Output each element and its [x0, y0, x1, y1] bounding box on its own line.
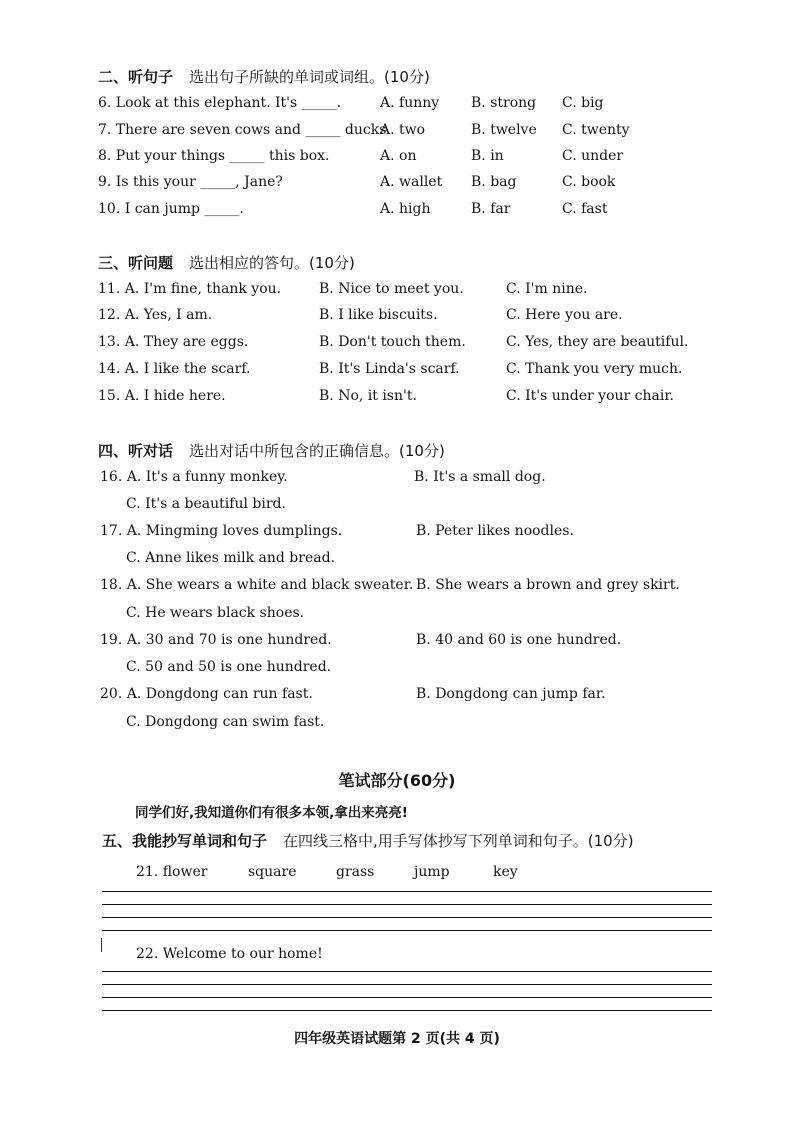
option-b: B. Dongdong can jump far.: [416, 686, 606, 702]
section-instruction: 在四线三格中,用手写体抄写下列单词和句子。(10分): [283, 832, 634, 850]
grid-line: [102, 984, 712, 985]
option-b: B. It's Linda's scarf.: [319, 361, 460, 377]
option-a: 12. A. Yes, I am.: [98, 307, 213, 323]
option-b: B. I like biscuits.: [319, 307, 438, 323]
copy-word: 21. flower: [136, 864, 208, 880]
section-instruction: 选出对话中所包含的正确信息。(10分): [189, 442, 445, 460]
grid-line: [102, 1010, 712, 1011]
question-text: 10. I can jump _____.: [98, 201, 244, 217]
section-title: 二、听句子: [98, 68, 174, 86]
option-a: 16. A. It's a funny monkey.: [100, 469, 288, 485]
grid-line: [102, 971, 712, 972]
page-footer: 四年级英语试题第 2 页(共 4 页): [294, 1031, 500, 1047]
option-c: C. fast: [562, 201, 608, 217]
question-text: 7. There are seven cows and _____ ducks.: [98, 122, 391, 138]
copy-sentence: 22. Welcome to our home!: [136, 946, 323, 962]
section-title: 四、听对话: [98, 442, 174, 460]
option-a: 19. A. 30 and 70 is one hundred.: [100, 632, 332, 648]
section-instruction: 选出相应的答句。(10分): [189, 254, 355, 272]
option-a: A. on: [380, 148, 417, 164]
option-c: C. book: [562, 174, 616, 190]
section-3-heading: [98, 252, 355, 273]
option-a: 13. A. They are eggs.: [98, 334, 249, 350]
option-a: 11. A. I'm fine, thank you.: [98, 281, 282, 297]
option-a: 15. A. I hide here.: [98, 388, 226, 404]
option-c: C. Dongdong can swim fast.: [126, 714, 325, 730]
copy-word: grass: [336, 864, 375, 880]
copy-word: jump: [414, 864, 450, 880]
question-text: 9. Is this your _____, Jane?: [98, 174, 283, 190]
option-c: C. under: [562, 148, 624, 164]
section-instruction: 选出句子所缺的单词或词组。(10分): [189, 68, 430, 86]
option-a: 20. A. Dongdong can run fast.: [100, 686, 313, 702]
option-b: B. in: [471, 148, 504, 164]
section-4-heading: [98, 440, 445, 461]
option-a: 18. A. She wears a white and black sweater.: [100, 577, 414, 593]
option-a: A. high: [380, 201, 431, 217]
section-title: 三、听问题: [98, 254, 174, 272]
grid-line: [102, 904, 712, 905]
option-a: 14. A. I like the scarf.: [98, 361, 251, 377]
option-a: A. two: [380, 122, 426, 138]
option-b: B. bag: [471, 174, 517, 190]
copy-word: square: [248, 864, 297, 880]
option-b: B. twelve: [471, 122, 537, 138]
encouragement-text: 同学们好,我知道你们有很多本领,拿出来亮亮!: [135, 805, 408, 821]
option-b: B. strong: [471, 95, 537, 111]
grid-line: [102, 997, 712, 998]
option-c: C. Thank you very much.: [506, 361, 683, 377]
option-a: A. funny: [380, 95, 440, 111]
option-b: B. Nice to meet you.: [319, 281, 464, 297]
option-b: B. far: [471, 201, 511, 217]
option-c: C. It's a beautiful bird.: [126, 496, 286, 512]
option-c: C. twenty: [562, 122, 630, 138]
option-b: B. It's a small dog.: [414, 469, 546, 485]
option-c: C. It's under your chair.: [506, 388, 674, 404]
section-title: 五、我能抄写单词和句子: [102, 832, 268, 850]
option-b: B. Don't touch them.: [319, 334, 466, 350]
question-text: 6. Look at this elephant. It's _____.: [98, 95, 342, 111]
option-b: B. 40 and 60 is one hundred.: [416, 632, 622, 648]
option-c: C. big: [562, 95, 604, 111]
option-c: C. 50 and 50 is one hundred.: [126, 659, 332, 675]
section-2-heading: [98, 66, 430, 87]
option-a: 17. A. Mingming loves dumplings.: [100, 523, 343, 539]
section-5-heading: [102, 830, 634, 851]
option-b: B. Peter likes noodles.: [416, 523, 574, 539]
option-c: C. Here you are.: [506, 307, 623, 323]
option-c: C. Anne likes milk and bread.: [126, 550, 335, 566]
question-text: 8. Put your things _____ this box.: [98, 148, 330, 164]
grid-line: [102, 930, 712, 931]
option-c: C. I'm nine.: [506, 281, 588, 297]
copy-word: key: [493, 864, 518, 880]
option-a: A. wallet: [380, 174, 443, 190]
option-c: C. Yes, they are beautiful.: [506, 334, 689, 350]
written-part-title: 笔试部分(60分): [338, 771, 456, 790]
option-b: B. No, it isn't.: [319, 388, 417, 404]
option-b: B. She wears a brown and grey skirt.: [416, 577, 680, 593]
grid-line: [102, 917, 712, 918]
option-c: C. He wears black shoes.: [126, 605, 305, 621]
grid-line: [102, 891, 712, 892]
margin-mark: [101, 938, 102, 952]
